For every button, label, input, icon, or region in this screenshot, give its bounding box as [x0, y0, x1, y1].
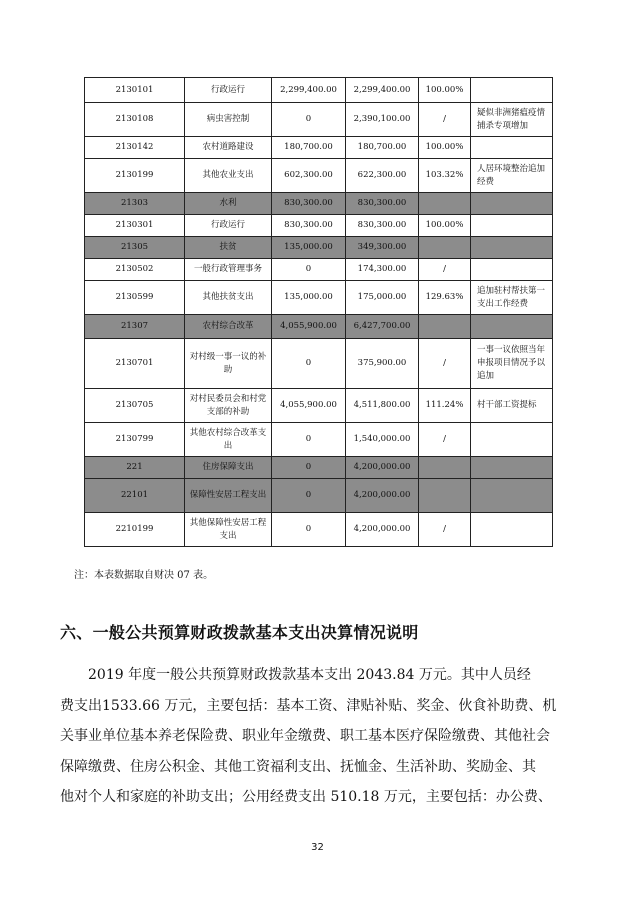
final-cell: 1,540,000.00 — [346, 423, 419, 457]
table-row — [85, 103, 553, 137]
ratio-cell: 129.63% — [419, 281, 471, 315]
code-cell: 2130108 — [85, 103, 185, 137]
name-cell: 病虫害控制 — [185, 103, 272, 137]
budget-cell: 135,000.00 — [272, 237, 346, 259]
final-cell: 6,427,700.00 — [346, 315, 419, 339]
table-row — [85, 389, 553, 423]
final-cell: 4,200,000.00 — [346, 479, 419, 513]
final-cell: 830,300.00 — [346, 193, 419, 215]
ratio-cell: / — [419, 339, 471, 389]
name-cell: 农村道路建设 — [185, 137, 272, 159]
final-cell: 622,300.00 — [346, 159, 419, 193]
table-row — [85, 215, 553, 237]
code-cell: 22101 — [85, 479, 185, 513]
budget-cell: 0 — [272, 457, 346, 479]
ratio-cell — [419, 479, 471, 513]
ratio-cell: / — [419, 423, 471, 457]
code-cell: 221 — [85, 457, 185, 479]
memo-cell: 追加驻村帮扶第一支出工作经费 — [471, 281, 553, 315]
ratio-cell — [419, 193, 471, 215]
table-row — [85, 259, 553, 281]
table-row — [85, 159, 553, 193]
body-paragraph — [60, 660, 580, 813]
ratio-cell — [419, 315, 471, 339]
budget-cell: 0 — [272, 259, 346, 281]
page-number: 32 — [311, 842, 324, 853]
final-cell: 174,300.00 — [346, 259, 419, 281]
final-cell: 4,511,800.00 — [346, 389, 419, 423]
memo-cell: 人居环境整治追加经费 — [471, 159, 553, 193]
budget-cell: 602,300.00 — [272, 159, 346, 193]
name-cell: 其他保障性安居工程支出 — [185, 513, 272, 547]
table-row — [85, 78, 553, 103]
name-cell: 对村民委员会和村党支部的补助 — [185, 389, 272, 423]
memo-cell — [471, 479, 553, 513]
memo-cell: 一事一议依照当年申报项目情况予以追加 — [471, 339, 553, 389]
code-cell: 21305 — [85, 237, 185, 259]
code-cell: 2130301 — [85, 215, 185, 237]
memo-cell — [471, 137, 553, 159]
memo-cell — [471, 315, 553, 339]
name-cell: 对村级一事一议的补助 — [185, 339, 272, 389]
code-cell: 2130502 — [85, 259, 185, 281]
code-cell: 21303 — [85, 193, 185, 215]
table-row — [85, 237, 553, 259]
memo-cell — [471, 78, 553, 103]
table-row — [85, 315, 553, 339]
name-cell: 其他农业支出 — [185, 159, 272, 193]
name-cell: 农村综合改革 — [185, 315, 272, 339]
code-cell: 2130599 — [85, 281, 185, 315]
name-cell: 行政运行 — [185, 215, 272, 237]
name-cell: 一般行政管理事务 — [185, 259, 272, 281]
ratio-cell: 111.24% — [419, 389, 471, 423]
memo-cell — [471, 237, 553, 259]
code-cell: 2130701 — [85, 339, 185, 389]
memo-cell — [471, 215, 553, 237]
name-cell: 保障性安居工程支出 — [185, 479, 272, 513]
table-body — [85, 78, 553, 547]
budget-cell: 0 — [272, 339, 346, 389]
section-heading: 六、一般公共预算财政拨款基本支出决算情况说明 — [60, 623, 419, 642]
ratio-cell: 100.00% — [419, 137, 471, 159]
code-cell: 2130101 — [85, 78, 185, 103]
paragraph-line: 保障缴费、住房公积金、其他工资福利支出、抚恤金、生活补助、奖励金、其 — [60, 758, 536, 775]
expenditure-table — [84, 77, 553, 547]
paragraph-line: 2019 年度一般公共预算财政拨款基本支出 2043.84 万元。其中人员经 — [88, 667, 531, 683]
paragraph-line: 费支出1533.66 万元，主要包括：基本工资、津贴补贴、奖金、伙食补助费、机 — [60, 697, 557, 714]
memo-cell — [471, 423, 553, 457]
table-row — [85, 281, 553, 315]
name-cell: 住房保障支出 — [185, 457, 272, 479]
ratio-cell — [419, 457, 471, 479]
budget-cell: 830,300.00 — [272, 193, 346, 215]
ratio-cell: / — [419, 513, 471, 547]
ratio-cell: 103.32% — [419, 159, 471, 193]
budget-cell: 0 — [272, 479, 346, 513]
code-cell: 21307 — [85, 315, 185, 339]
budget-cell: 2,299,400.00 — [272, 78, 346, 103]
table-row — [85, 457, 553, 479]
budget-cell: 135,000.00 — [272, 281, 346, 315]
code-cell: 2130142 — [85, 137, 185, 159]
code-cell: 2130199 — [85, 159, 185, 193]
memo-cell: 疑似非洲猪瘟疫情捕杀专项增加 — [471, 103, 553, 137]
final-cell: 830,300.00 — [346, 215, 419, 237]
name-cell: 扶贫 — [185, 237, 272, 259]
table-row — [85, 513, 553, 547]
budget-cell: 830,300.00 — [272, 215, 346, 237]
final-cell: 375,900.00 — [346, 339, 419, 389]
paragraph-line: 他对个人和家庭的补助支出；公用经费支出 510.18 万元，主要包括：办公费、 — [60, 789, 552, 805]
final-cell: 4,200,000.00 — [346, 513, 419, 547]
paragraph-line: 关事业单位基本养老保险费、职业年金缴费、职工基本医疗保险缴费、其他社会 — [60, 728, 550, 744]
memo-cell: 村干部工资提标 — [471, 389, 553, 423]
ratio-cell: / — [419, 103, 471, 137]
table-row — [85, 423, 553, 457]
final-cell: 180,700.00 — [346, 137, 419, 159]
budget-cell: 0 — [272, 513, 346, 547]
table-row — [85, 479, 553, 513]
code-cell: 2130705 — [85, 389, 185, 423]
budget-cell: 0 — [272, 423, 346, 457]
table-row — [85, 193, 553, 215]
final-cell: 175,000.00 — [346, 281, 419, 315]
ratio-cell — [419, 237, 471, 259]
ratio-cell: 100.00% — [419, 215, 471, 237]
code-cell: 2130799 — [85, 423, 185, 457]
ratio-cell: 100.00% — [419, 78, 471, 103]
name-cell: 行政运行 — [185, 78, 272, 103]
name-cell: 其他扶贫支出 — [185, 281, 272, 315]
budget-cell: 180,700.00 — [272, 137, 346, 159]
memo-cell — [471, 193, 553, 215]
table-note: 注：本表数据取自财决 07 表。 — [74, 570, 214, 581]
code-cell: 2210199 — [85, 513, 185, 547]
final-cell: 4,200,000.00 — [346, 457, 419, 479]
budget-cell: 4,055,900.00 — [272, 389, 346, 423]
ratio-cell: / — [419, 259, 471, 281]
final-cell: 2,390,100.00 — [346, 103, 419, 137]
memo-cell — [471, 259, 553, 281]
budget-cell: 4,055,900.00 — [272, 315, 346, 339]
name-cell: 其他农村综合改革支出 — [185, 423, 272, 457]
name-cell: 水利 — [185, 193, 272, 215]
memo-cell — [471, 457, 553, 479]
memo-cell — [471, 513, 553, 547]
table-row — [85, 339, 553, 389]
final-cell: 2,299,400.00 — [346, 78, 419, 103]
budget-cell: 0 — [272, 103, 346, 137]
final-cell: 349,300.00 — [346, 237, 419, 259]
table-row — [85, 137, 553, 159]
